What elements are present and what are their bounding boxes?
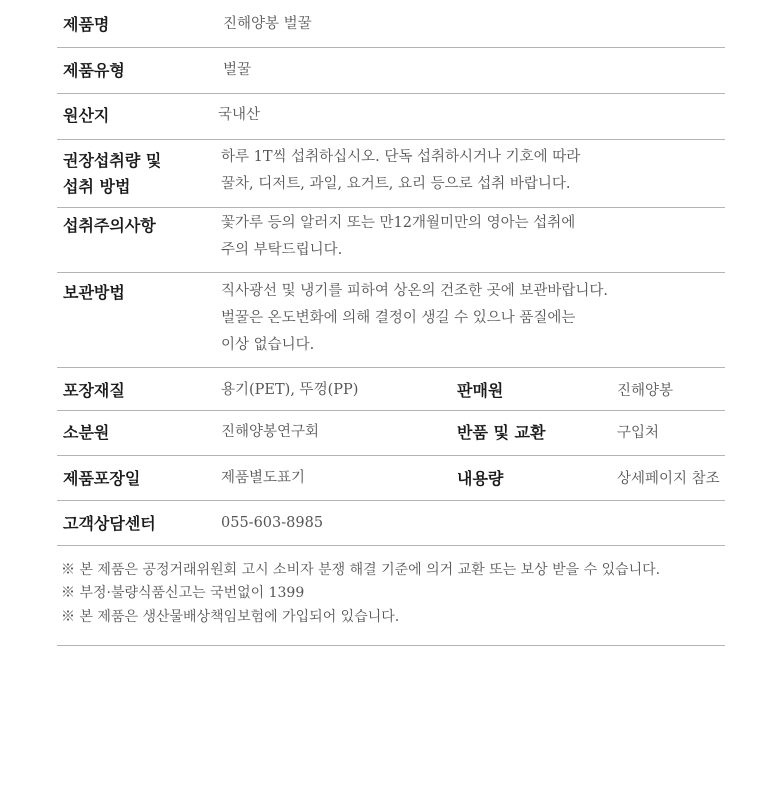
pack-date-label: 제품포장일 [63, 469, 141, 488]
intake-label-line: 권장섭취량 및 [63, 151, 162, 170]
product-name-value: 진해양봉 벌꿀 [223, 16, 312, 32]
distributor-label: 소분원 [63, 423, 110, 442]
seller-value: 진해양봉 [617, 383, 674, 399]
net-content-label: 내용량 [457, 469, 504, 488]
row-pack-date [57, 456, 725, 501]
intake-label-line: 섭취 방법 [63, 177, 131, 196]
intake-value [221, 144, 580, 198]
storage-value-line: 이상 없습니다. [221, 337, 315, 353]
caution-value-line: 꽃가루 등의 알러지 또는 만12개월미만의 영아는 섭취에 [221, 215, 576, 231]
notice-section [57, 556, 725, 646]
intake-value-line: 하루 1T씩 섭취하십시오. 단독 섭취하시거나 기호에 따라 [221, 149, 581, 165]
row-distributor [57, 411, 725, 456]
storage-value-line: 직사광선 및 냉기를 피하여 상온의 건조한 곳에 보관바랍니다. [221, 283, 609, 299]
caution-value-line: 주의 부탁드립니다. [221, 242, 343, 258]
notice-line: ※ 본 제품은 생산물배상책임보험에 가입되어 있습니다. [61, 609, 400, 625]
product-type-value: 벌꿀 [223, 62, 252, 78]
product-name-label: 제품명 [63, 15, 110, 34]
row-support [57, 501, 725, 546]
return-exchange-value: 구입처 [617, 425, 660, 441]
caution-value [221, 210, 575, 264]
product-type-label: 제품유형 [63, 61, 125, 80]
row-origin [57, 94, 725, 140]
distributor-value: 진해양봉연구회 [221, 424, 320, 440]
storage-value-line: 벌꿀은 온도변화에 의해 결정이 생길 수 있으나 품질에는 [221, 310, 576, 326]
support-phone: 055-603-8985 [221, 515, 324, 531]
row-storage [57, 273, 725, 368]
packaging-value: 용기(PET), 뚜껑(PP) [221, 382, 359, 398]
seller-label: 판매원 [457, 381, 504, 400]
storage-label: 보관방법 [63, 283, 125, 302]
return-exchange-label: 반품 및 교환 [457, 423, 546, 442]
support-label: 고객상담센터 [63, 514, 156, 533]
intake-value-line: 꿀차, 디저트, 과일, 요거트, 요리 등으로 섭취 바랍니다. [221, 176, 571, 192]
origin-label: 원산지 [63, 106, 110, 125]
product-info-table [57, 0, 725, 546]
net-content-value: 상세페이지 참조 [617, 471, 720, 487]
notice-line: ※ 본 제품은 공정거래위원회 고시 소비자 분쟁 해결 기준에 의거 교환 또는 보상 받을 수 있습니다. [61, 562, 661, 578]
notice-line: ※ 부정·불량식품신고는 국번없이 1399 [61, 585, 305, 601]
row-product-type [57, 48, 725, 94]
row-product-name [57, 0, 725, 48]
caution-label: 섭취주의사항 [63, 216, 156, 235]
row-intake [57, 140, 725, 208]
row-caution [57, 208, 725, 273]
pack-date-value: 제품별도표기 [221, 470, 306, 486]
intake-label [63, 148, 161, 200]
packaging-label: 포장재질 [63, 381, 125, 400]
origin-value: 국내산 [218, 107, 261, 123]
row-packaging [57, 368, 725, 411]
storage-value [221, 278, 608, 359]
